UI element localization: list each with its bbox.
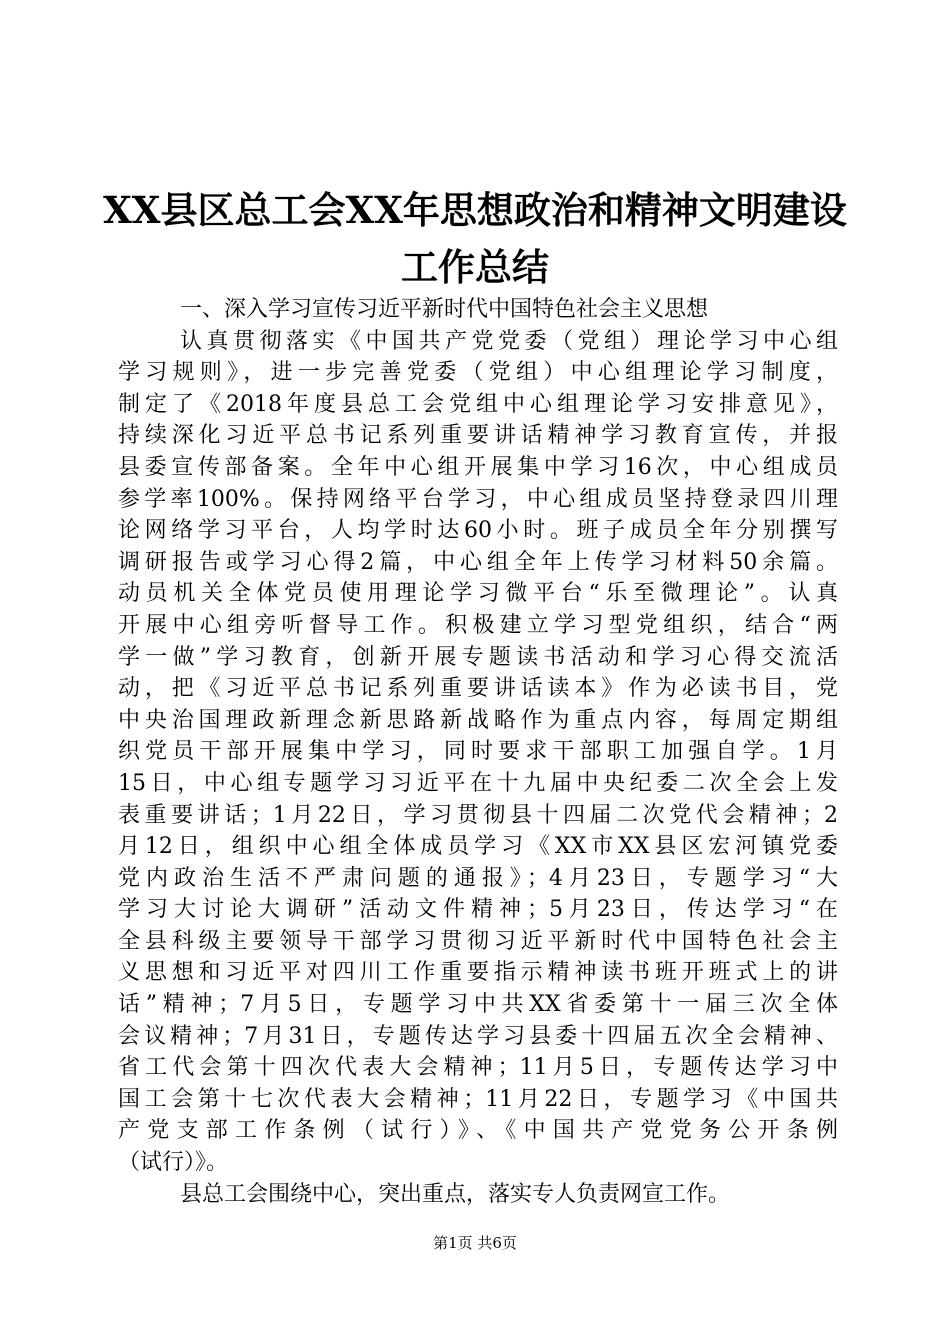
- paragraph-line: 持续深化习近平总书记系列重要讲话精神学习教育宣传，并报: [118, 423, 838, 449]
- section-heading: 一、深入学习宣传习近平新时代中国特色社会主义思想: [180, 297, 709, 322]
- paragraph-line: 制定了《2018年度县总工会党组中心组理论学习安排意见》，: [118, 391, 838, 417]
- document-title-line-1: XX县区总工会XX年思想政治和精神文明建设: [103, 188, 847, 232]
- paragraph-line: 义思想和习近平对四川工作重要指示精神读书班开班式上的讲: [118, 960, 838, 986]
- paragraph-line: 县委宣传部备案。全年中心组开展集中学习16次，中心组成员: [118, 454, 838, 480]
- paragraph-line: 学一做”学习教育，创新开展专题读书活动和学习心得交流活: [118, 644, 838, 670]
- paragraph-line: 全县科级主要领导干部学习贯彻习近平新时代中国特色社会主: [118, 928, 838, 954]
- paragraph-line: 织党员干部开展集中学习，同时要求干部职工加强自学。1月: [118, 739, 838, 765]
- paragraph-line: 参学率100%。保持网络平台学习，中心组成员坚持登录四川理: [118, 486, 838, 512]
- paragraph-line: 产党支部工作条例（试行）》、《中国共产党党务公开条例: [118, 1118, 838, 1144]
- paragraph-line: 动，把《习近平总书记系列重要讲话读本》作为必读书目，党: [118, 676, 838, 702]
- document-body: [118, 294, 838, 1210]
- paragraph-line: 动员机关全体党员使用理论学习微平台“乐至微理论”。认真: [118, 581, 838, 607]
- document-title-line-2: 工作总结: [401, 245, 549, 289]
- paragraph-line: 县总工会围绕中心，突出重点，落实专人负责网宣工作。: [180, 1181, 731, 1207]
- page-number-footer: 第1页 共6页: [433, 1234, 517, 1252]
- paragraph-line: 开展中心组旁听督导工作。积极建立学习型党组织，结合“两: [118, 612, 838, 638]
- paragraph-line: 话”精神；7月5日，专题学习中共XX省委第十一届三次全体: [118, 992, 838, 1018]
- paragraph-line: 中央治国理政新理念新思路新战略作为重点内容，每周定期组: [118, 707, 838, 733]
- paragraph-line: 15日，中心组专题学习习近平在十九届中央纪委二次全会上发: [118, 770, 838, 796]
- paragraph-line: 学习大讨论大调研”活动文件精神；5月23日，传达学习“在: [118, 897, 838, 923]
- paragraph-line: 国工会第十七次代表大会精神；11月22日，专题学习《中国共: [118, 1086, 838, 1112]
- paragraph-line: 论网络学习平台，人均学时达60小时。班子成员全年分别撰写: [118, 518, 838, 544]
- paragraph-line: 党内政治生活不严肃问题的通报》；4月23日，专题学习“大: [118, 865, 838, 891]
- paragraph-line: 认真贯彻落实《中国共产党党委（党组）理论学习中心组: [180, 328, 838, 354]
- paragraph-line: 学习规则》，进一步完善党委（党组）中心组理论学习制度，: [118, 360, 838, 386]
- paragraph-line: 月12日，组织中心组全体成员学习《XX市XX县区宏河镇党委: [118, 834, 838, 860]
- paragraph-line: （试行）》。: [118, 1150, 229, 1176]
- paragraph-line: 省工代会第十四次代表大会精神；11月5日，专题传达学习中: [118, 1055, 838, 1081]
- paragraph-line: 会议精神；7月31日，专题传达学习县委十四届五次全会精神、: [118, 1023, 838, 1049]
- paragraph-line: 表重要讲话；1月22日，学习贯彻县十四届二次党代会精神；2: [118, 802, 838, 828]
- paragraph-line: 调研报告或学习心得2篇，中心组全年上传学习材料50余篇。: [118, 549, 838, 575]
